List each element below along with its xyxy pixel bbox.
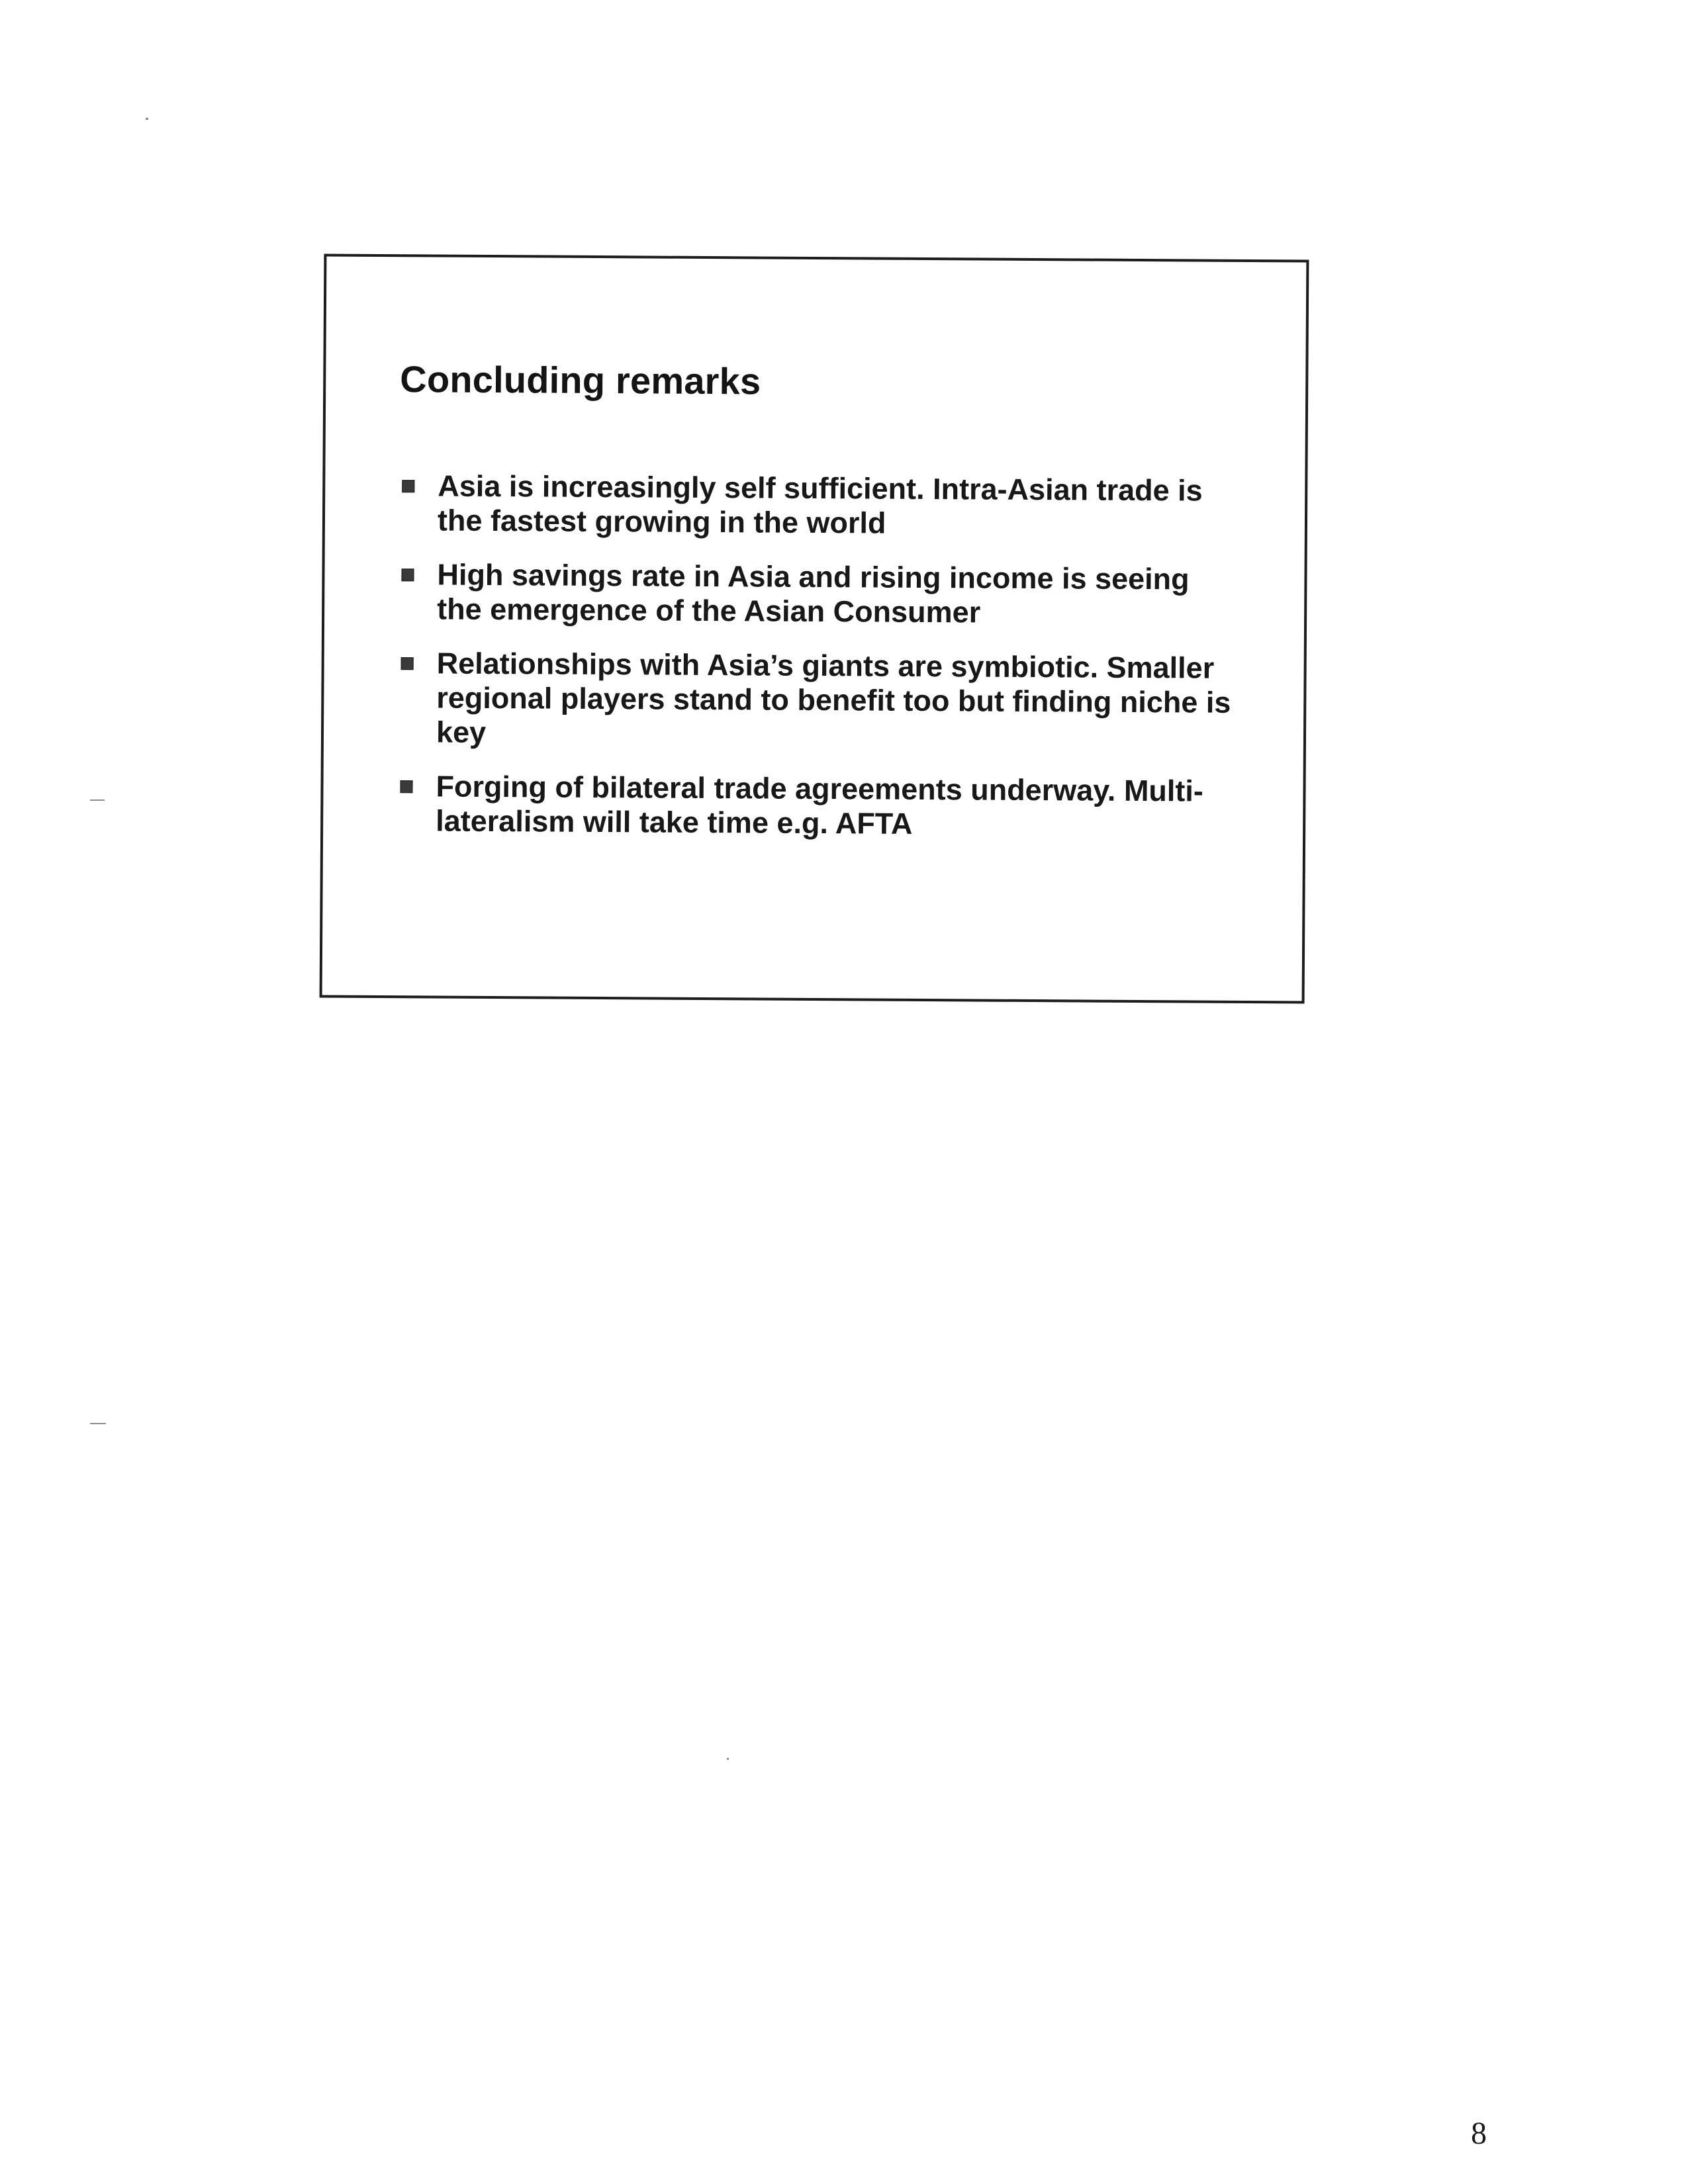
slide-title: Concluding remarks	[400, 358, 761, 402]
bullet-text: High savings rate in Asia and rising income is seeing the emergence of the Asian Consumer	[437, 557, 1190, 629]
bullet-item	[397, 769, 1232, 843]
square-bullet-icon	[400, 780, 412, 793]
bullet-item	[398, 646, 1233, 754]
scan-speck	[727, 1758, 729, 1760]
bullet-item	[399, 557, 1233, 631]
square-bullet-icon	[401, 569, 414, 581]
bullet-text: Forging of bilateral trade agreements underway. Multi-lateralism will take time e.g. AFTA	[436, 769, 1204, 841]
scan-speck	[90, 1423, 106, 1424]
bullet-text: Asia is increasingly self sufficient. Intra-Asian trade is the fastest growing in the world	[437, 469, 1203, 540]
bullet-text: Relationships with Asia’s giants are symbiotic. Smaller regional players stand to benefit too but finding niche is key	[436, 646, 1231, 749]
bullet-item	[399, 469, 1234, 543]
square-bullet-icon	[402, 480, 414, 492]
bullet-list	[397, 469, 1234, 863]
square-bullet-icon	[401, 657, 414, 670]
page-number: 8	[1471, 2116, 1487, 2151]
slide-frame	[320, 253, 1309, 1003]
scan-speck	[146, 118, 148, 120]
scan-speck	[90, 799, 105, 801]
